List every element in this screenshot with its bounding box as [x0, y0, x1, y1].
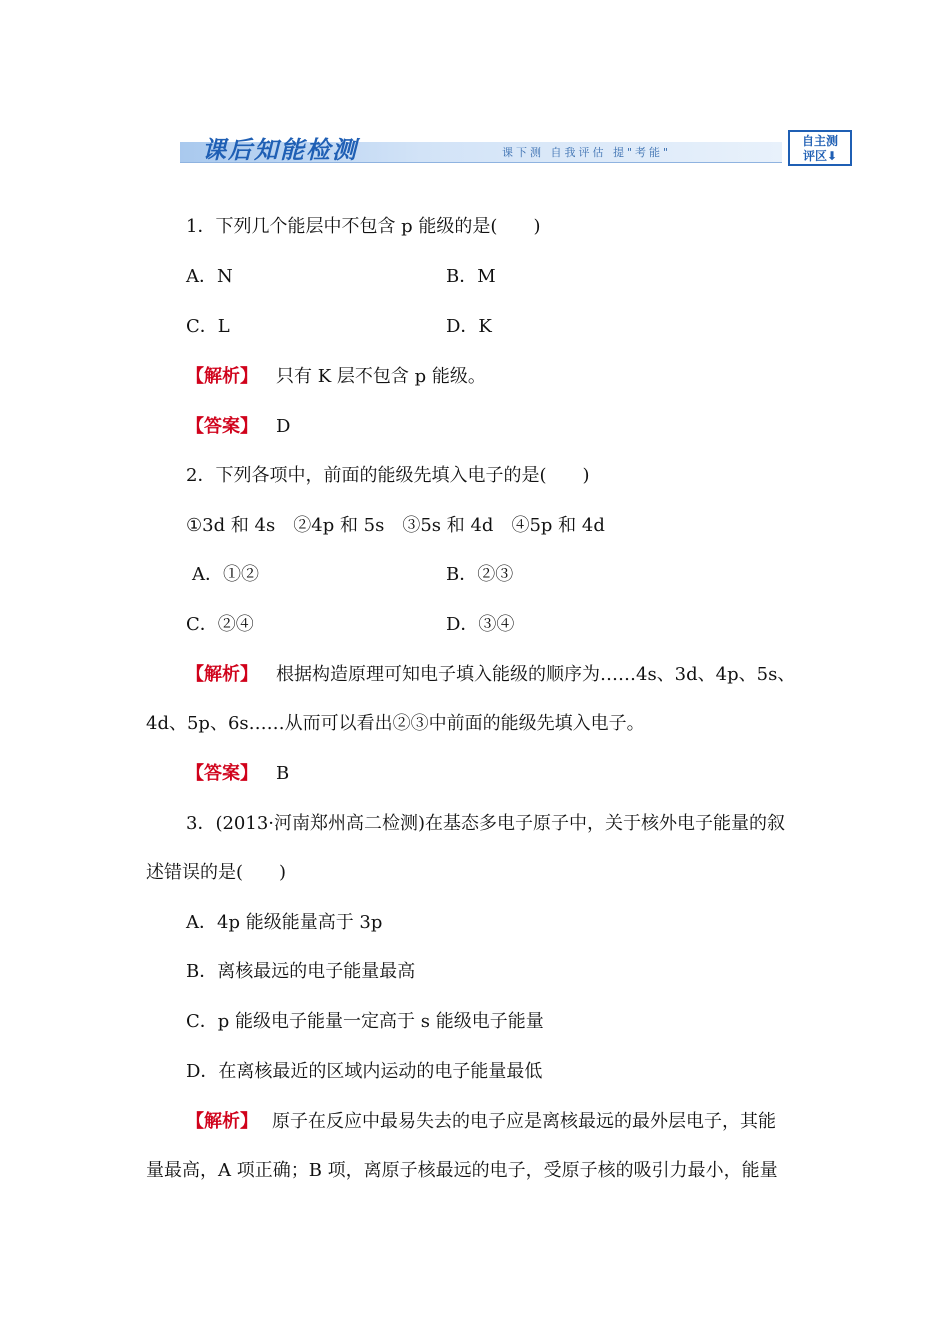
q2-option-b: B．②③ [446, 564, 514, 585]
analysis-tag: 【解析】 [186, 366, 258, 387]
q2-option-a: A．①② [192, 564, 259, 585]
self-test-box-line2: 评区⬇ [802, 149, 838, 163]
analysis-tag: 【解析】 [186, 664, 258, 685]
q3-stem-2: 述错误的是( ) [146, 862, 287, 883]
q1-analysis-text: 只有 K 层不包含 p 能级。 [276, 366, 486, 387]
self-test-box-line1: 自主测 [801, 134, 838, 148]
q1-analysis [186, 365, 486, 389]
answer-tag: 【答案】 [186, 763, 258, 784]
analysis-tag: 【解析】 [186, 1111, 258, 1132]
section-banner [180, 128, 855, 170]
q2-answer-text: B [276, 763, 290, 784]
q2-option-d: D．③④ [446, 614, 515, 635]
answer-tag: 【答案】 [186, 416, 258, 437]
q1-answer-text: D [276, 416, 291, 437]
banner-subtitle: 课下测 自我评估 提"考能" [502, 146, 672, 159]
q3-analysis-text-1: 原子在反应中最易失去的电子应是离核最远的最外层电子，其能 [272, 1111, 776, 1132]
q3-analysis-text-2: 量最高，A 项正确；B 项，离原子核最远的电子，受原子核的吸引力最小，能量 [146, 1160, 778, 1181]
q1-answer [186, 415, 290, 439]
banner-title: 课后知能检测 [202, 136, 358, 164]
q3-stem-1: 3．(2013·河南郑州高二检测)在基态多电子原子中，关于核外电子能量的叙 [186, 813, 786, 834]
q3-option-d: D．在离核最近的区域内运动的电子能量最低 [186, 1061, 543, 1082]
q1-stem: 1．下列几个能层中不包含 p 能级的是( ) [186, 216, 541, 237]
q3-option-a: A．4p 能级能量高于 3p [186, 912, 383, 933]
q3-option-c: C．p 能级电子能量一定高于 s 能级电子能量 [186, 1011, 544, 1032]
q2-answer [186, 762, 289, 786]
q2-analysis-text-2: 4d、5p、6s……从而可以看出②③中前面的能级先填入电子。 [146, 713, 645, 734]
q3-option-b: B．离核最远的电子能量最高 [186, 961, 416, 982]
q2-analysis-text-1: 根据构造原理可知电子填入能级的顺序为……4s、3d、4p、5s、 [276, 664, 796, 685]
q2-option-c: C．②④ [186, 614, 254, 635]
q2-stem: 2．下列各项中，前面的能级先填入电子的是( ) [186, 465, 590, 486]
q1-option-c: C．L [186, 316, 230, 337]
self-test-box [788, 130, 852, 166]
q3-analysis [186, 1110, 776, 1134]
q1-option-b: B．M [446, 266, 496, 287]
q2-analysis [186, 663, 795, 687]
q2-items: ①3d 和 4s ②4p 和 5s ③5s 和 4d ④5p 和 4d [186, 515, 605, 536]
q1-option-d: D．K [446, 316, 492, 337]
q1-option-a: A．N [186, 266, 233, 287]
